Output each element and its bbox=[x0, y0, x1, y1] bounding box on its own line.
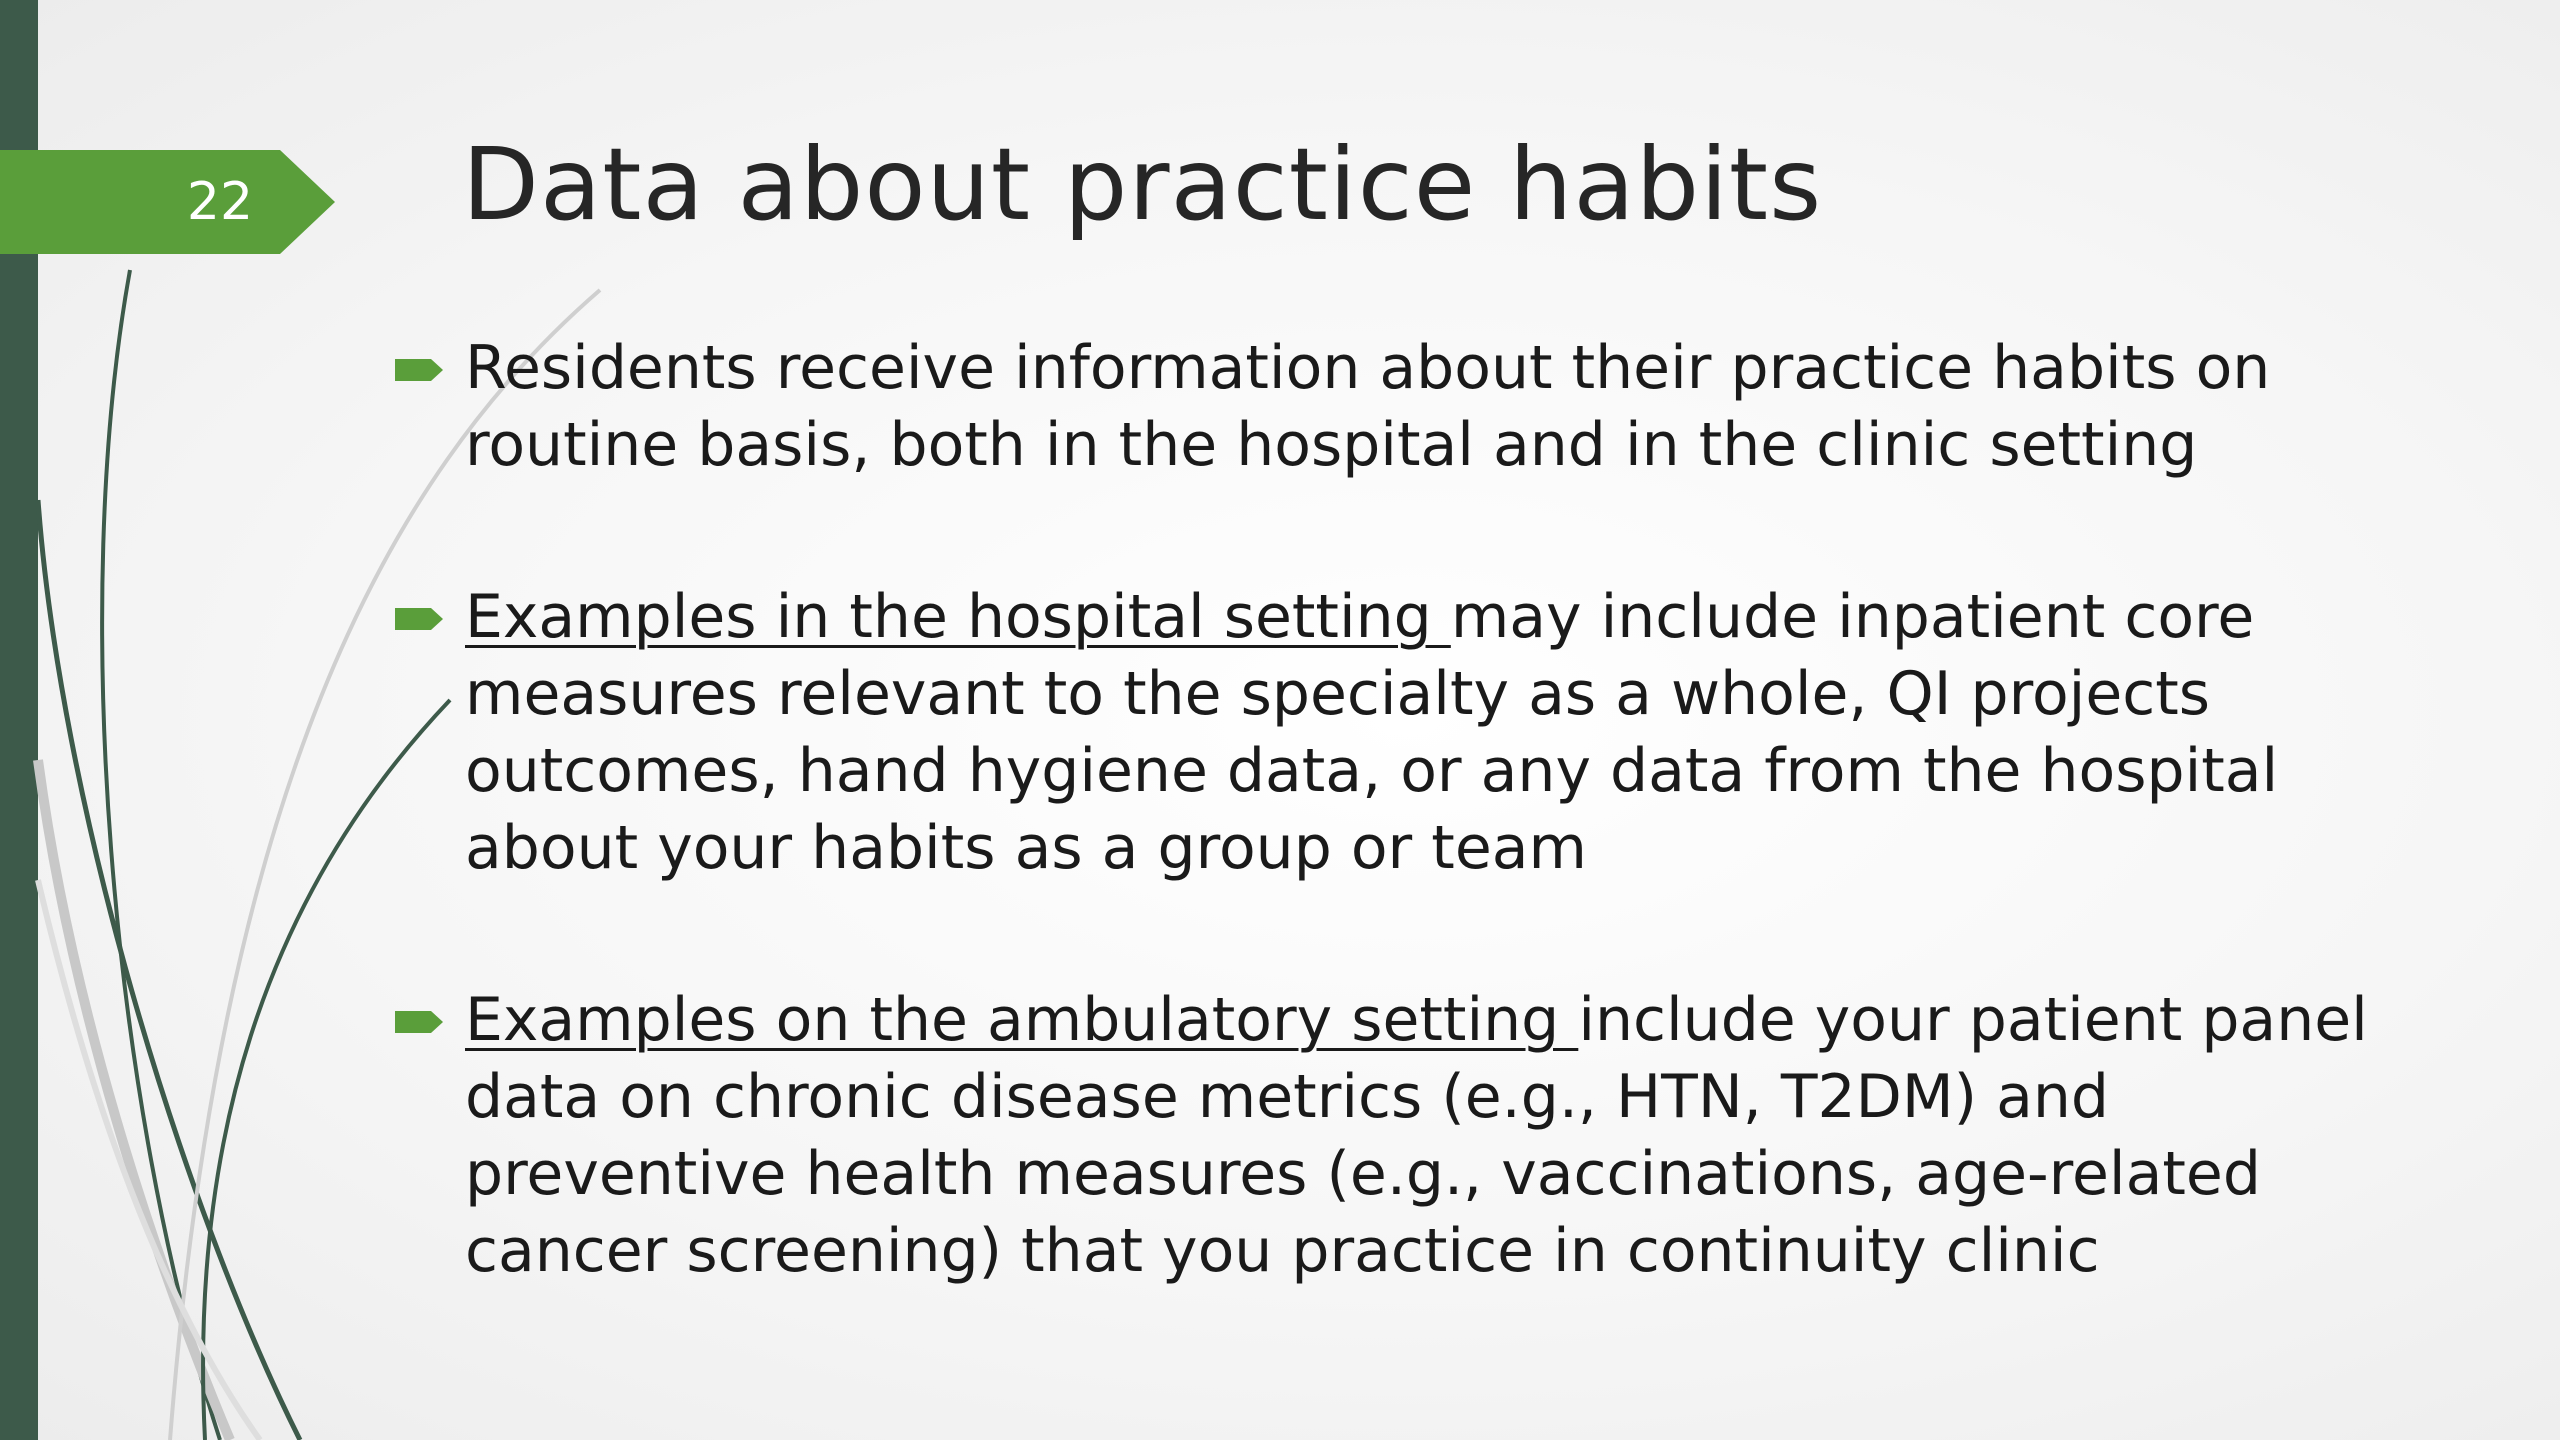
bullet-underlined-text: Examples on the ambulatory setting bbox=[465, 985, 1579, 1055]
arrow-bullet-icon bbox=[395, 1009, 445, 1035]
bullet-item bbox=[395, 579, 2395, 887]
bullet-item bbox=[395, 982, 2395, 1290]
bullet-text: include your patient panel data on chronic disease metrics (e.g., HTN, T2DM) and preventive health measures (e.g., vaccinations, age-related cancer screening) that you practice in continuity clinic bbox=[465, 985, 2368, 1286]
bullet-item bbox=[395, 330, 2395, 484]
bullet-underlined-text: Examples in the hospital setting bbox=[465, 582, 1451, 652]
bullet-text: may include inpatient core measures relevant to the specialty as a whole, QI projects outcomes, hand hygiene data, or any data from the hospital about your habits as a group or team bbox=[465, 582, 2279, 883]
arrow-bullet-icon bbox=[395, 606, 445, 632]
bullet-text: Residents receive information about their practice habits on routine basis, both in the hospital and in the clinic setting bbox=[465, 333, 2271, 480]
slide-title: Data about practice habits bbox=[462, 126, 1823, 243]
slide-number-tag bbox=[0, 150, 335, 254]
slide-number: 22 bbox=[186, 172, 254, 232]
arrow-bullet-icon bbox=[395, 357, 445, 383]
bullet-list bbox=[395, 330, 2395, 1385]
